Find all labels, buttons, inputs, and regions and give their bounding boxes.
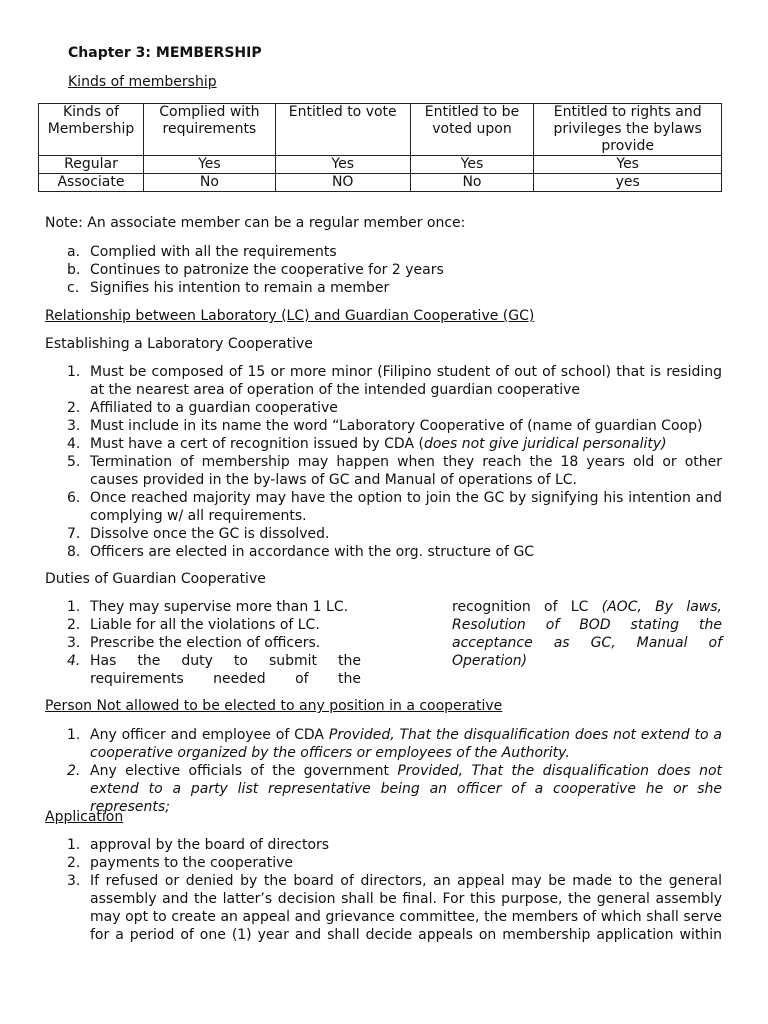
- column-header: Entitled to vote: [275, 104, 410, 156]
- list-text: Complied with all the requirements: [90, 244, 337, 260]
- list-item: [45, 261, 722, 279]
- kinds-heading: Kinds of membership: [68, 74, 217, 90]
- note-list: [45, 243, 722, 297]
- list-marker: 1.: [67, 727, 81, 743]
- table-cell: Yes: [534, 156, 722, 174]
- list-item: [45, 363, 722, 399]
- column-header: Entitled to rights and privileges the bylaws provide: [534, 104, 722, 156]
- list-text: They may supervise more than 1 LC.: [90, 599, 349, 615]
- list-text-italic: Provided, That the disqualification does not extend to a cooperative organized by the officers or employees of the Authority.: [90, 727, 722, 761]
- column-header: Kinds of Membership: [39, 104, 144, 156]
- list-text: Prescribe the election of officers.: [90, 635, 321, 651]
- list-text: Dissolve once the GC is dissolved.: [90, 526, 330, 542]
- table-cell: No: [143, 174, 275, 192]
- table-row: [39, 174, 722, 192]
- list-item: [45, 525, 722, 543]
- table-cell: Regular: [39, 156, 144, 174]
- list-marker: 6.: [67, 490, 81, 506]
- list-text: Once reached majority may have the option to join the GC by signifying his intention and complying w/ all requirements.: [90, 490, 722, 524]
- list-marker: 4.: [67, 653, 81, 669]
- list-text-italic: Provided, That the disqualification does not extend to a party list representative being an officer of a cooperative he or she represents;: [90, 763, 723, 815]
- list-item: [45, 279, 722, 297]
- table-cell: Yes: [275, 156, 410, 174]
- list-text: Continues to patronize the cooperative for 2 years: [90, 262, 444, 278]
- list-text: Signifies his intention to remain a member: [90, 280, 390, 296]
- list-text-italic: does not give juridical personality): [423, 436, 667, 452]
- list-text: Affiliated to a guardian cooperative: [90, 400, 338, 416]
- list-item: [45, 489, 722, 525]
- list-marker: 1.: [67, 837, 81, 853]
- list-item: [45, 417, 722, 435]
- list-text: Has the duty to submit the requirements needed of the: [90, 653, 361, 687]
- list-item: [45, 854, 722, 872]
- list-marker: b.: [67, 262, 81, 278]
- list-marker: 2.: [67, 617, 81, 633]
- list-marker: a.: [67, 244, 81, 260]
- list-item: [45, 453, 722, 489]
- list-marker: 5.: [67, 454, 81, 470]
- membership-table: [38, 103, 722, 192]
- duties-continuation: [452, 598, 722, 670]
- list-marker: c.: [67, 280, 80, 296]
- list-item: [45, 598, 361, 616]
- table-cell: Yes: [143, 156, 275, 174]
- list-text: payments to the cooperative: [90, 855, 293, 871]
- application-list: [45, 836, 722, 944]
- list-marker: 2.: [67, 400, 81, 416]
- list-item: [45, 762, 722, 816]
- list-marker: 1.: [67, 599, 81, 615]
- continuation-italic: (AOC, By laws, Resolution of BOD stating the acceptance as GC, Manual of Operation): [452, 599, 722, 669]
- establishing-list: [45, 363, 722, 561]
- table-cell: No: [410, 174, 534, 192]
- list-text: Officers are elected in accordance with the org. structure of GC: [90, 544, 535, 560]
- list-marker: 2.: [67, 763, 81, 779]
- continuation-text: recognition of LC: [452, 599, 602, 615]
- list-marker: 2.: [67, 855, 81, 871]
- list-text: Must have a cert of recognition issued by CDA (: [90, 436, 424, 452]
- table-row: [39, 156, 722, 174]
- list-item: [45, 726, 722, 762]
- duties-heading: Duties of Guardian Cooperative: [45, 571, 266, 587]
- list-marker: 1.: [67, 364, 81, 380]
- table-cell: Associate: [39, 174, 144, 192]
- note-text: Note: An associate member can be a regular member once:: [45, 215, 466, 231]
- application-heading: Application: [45, 809, 124, 825]
- list-item: [45, 435, 722, 453]
- list-item: [45, 836, 722, 854]
- list-marker: 3.: [67, 873, 81, 889]
- not-allowed-heading: Person Not allowed to be elected to any position in a cooperative: [45, 698, 503, 714]
- list-text: Termination of membership may happen when they reach the 18 years old or other causes provided in the by-laws of GC and Manual of operations of LC.: [90, 454, 722, 488]
- list-text: Any elective officials of the government: [90, 763, 398, 779]
- table-cell: NO: [275, 174, 410, 192]
- duties-list: [45, 598, 361, 688]
- list-text: Liable for all the violations of LC.: [90, 617, 320, 633]
- not-allowed-list: [45, 726, 722, 816]
- table-cell: Yes: [410, 156, 534, 174]
- list-marker: 7.: [67, 526, 81, 542]
- list-item: [45, 543, 722, 561]
- list-marker: 8.: [67, 544, 81, 560]
- column-header: Entitled to be voted upon: [410, 104, 534, 156]
- relationship-heading: Relationship between Laboratory (LC) and Guardian Cooperative (GC): [45, 308, 535, 324]
- list-marker: 3.: [67, 635, 81, 651]
- list-item: [45, 243, 722, 261]
- list-text: Any officer and employee of CDA: [90, 727, 329, 743]
- list-item: [45, 616, 361, 634]
- list-item: [45, 634, 361, 652]
- establishing-heading: Establishing a Laboratory Cooperative: [45, 336, 313, 352]
- table-cell: yes: [534, 174, 722, 192]
- list-text: Must include in its name the word “Laboratory Cooperative of (name of guardian Coop): [90, 418, 703, 434]
- list-text: approval by the board of directors: [90, 837, 330, 853]
- chapter-title: Chapter 3: MEMBERSHIP: [68, 45, 262, 61]
- list-item: [45, 652, 361, 688]
- list-marker: 3.: [67, 418, 81, 434]
- column-header: Complied with requirements: [143, 104, 275, 156]
- list-item: [45, 872, 722, 944]
- list-text: Must be composed of 15 or more minor (Filipino student of out of school) that is residing at the nearest area of operation of the intended guardian cooperative: [90, 364, 722, 398]
- list-item: [45, 399, 722, 417]
- list-marker: 4.: [67, 436, 81, 452]
- table-header-row: [39, 104, 722, 156]
- list-text: If refused or denied by the board of directors, an appeal may be made to the general assembly and the latter’s decision shall be final. For this purpose, the general assembly may opt to create an appeal and grievance committee, the members of which shall serve for a period of one (1) year and shall decide appeals on membership application within: [90, 873, 722, 943]
